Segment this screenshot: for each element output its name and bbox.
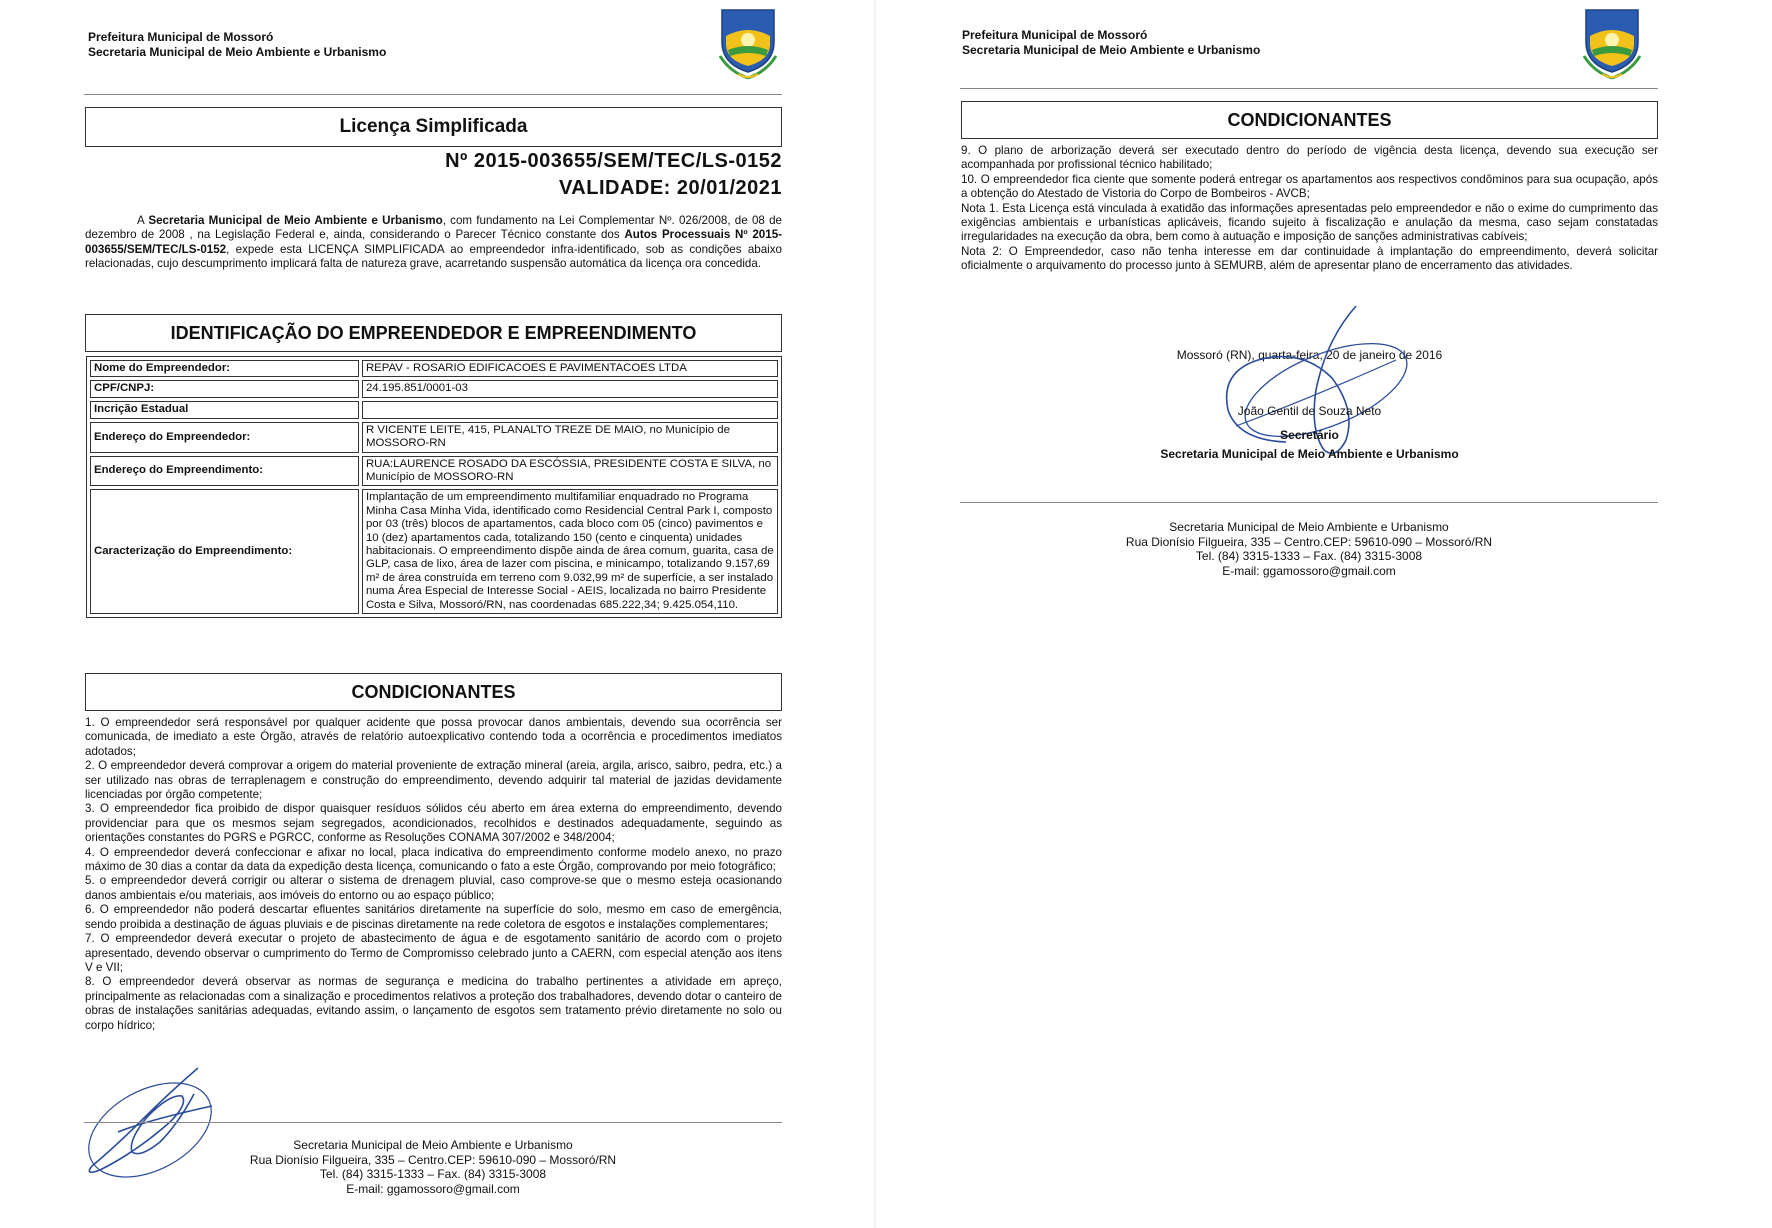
footer-phone: Tel. (84) 3315-1333 – Fax. (84) 3315-3008 — [1195, 549, 1423, 563]
footer-address: Rua Dionísio Filgueira, 335 – Centro.CEP: 59610-090 – Mossoró/RN — [249, 1152, 617, 1167]
footer-divider — [84, 1122, 782, 1123]
ident-value-project-address: RUA:LAURENCE ROSADO DA ESCÓSSIA, PRESIDENTE COSTA E SILVA, no Município de MOSSORO-RN — [362, 456, 778, 487]
license-page-1 — [0, 0, 874, 1228]
ident-label-characterization: Caracterização do Empreendimento: — [90, 489, 359, 614]
condition-item: 2. O empreendedor deverá comprovar a origem do material proveniente de extração mineral (areia, argila, arisco, saibro, pedra, etc.) a ser utilizado nas obras de terraplenagem e construção do empreendimento, devendo adquirir tal material de jazidas devidamente licenciadas por órgão competente; — [85, 759, 782, 802]
signatory-role: Secretário — [1280, 428, 1339, 442]
footer-address: Rua Dionísio Filgueira, 335 – Centro.CEP: 59610-090 – Mossoró/RN — [1125, 534, 1493, 549]
table-row — [90, 489, 778, 614]
footer-email: E-mail: ggamossoro@gmail.com — [346, 1181, 520, 1196]
intro-secretariat-name: Secretaria Municipal de Meio Ambiente e Urbanismo — [148, 214, 443, 227]
identification-table — [86, 356, 782, 618]
condition-item: 5. o empreendedor deverá corrigir ou alterar o sistema de drenagem pluvial, caso comprove-se que o mesmo esteja ocasionando danos ambientais e/ou materiais, aos imóveis do entorno ou ao espaço público; — [85, 874, 782, 902]
municipal-seal-icon — [716, 6, 780, 80]
condition-item: 6. O empreendedor não poderá descartar efluentes sanitários diretamente na superfície do solo, mesmo em caso de emergência, sendo proibida a destinação de águas pluviais e de piscinas diretamente na rede coletora de esgotos e instalações complementares; — [85, 903, 782, 931]
note-item: Nota 1. Esta Licença está vinculada à exatidão das informações apresentadas pelo empreendedor e não o exime do cumprimento das exigências ambientais e urbanísticas aplicáveis, ficando sujeito à fiscalização e anulação da mesma, caso sejam constatadas irregularidades na execução da obra, bem como à autuação e imposição de sanções administrativas cabíveis; — [961, 201, 1658, 244]
footer-phone: Tel. (84) 3315-1333 – Fax. (84) 3315-3008 — [319, 1167, 547, 1181]
footer-email: E-mail: ggamossoro@gmail.com — [1222, 563, 1396, 578]
license-validity: VALIDADE: 20/01/2021 — [558, 177, 782, 199]
header-city-hall: Prefeitura Municipal de Mossoró — [88, 30, 274, 44]
intro-paragraph: A Secretaria Municipal de Meio Ambiente e Urbanismo, com fundamento na Lei Complementar Nº. 026/2008, de 08 de dezembro de 2008 , na Legislação Federal e, ainda, considerando o Parecer Técnico constante dos Autos Processuais Nº 2015-003655/SEM/TEC/LS-0152, expede esta LICENÇA SIMPLIFICADA ao empreendedor infra-identificado, sob as condições abaixo relacionadas, cujo descumprimento implicará falta de natureza grave, acarretando suspensão automática da licença ora concedida. — [85, 214, 782, 271]
condition-item: 4. O empreendedor deverá confeccionar e afixar no local, placa indicativa do empreendimento conforme modelo anexo, no prazo máximo de 30 dias a contar da data da expedição desta licença, comunicando o fato a este Órgão, comprovando por meio fotográfico; — [85, 845, 782, 874]
condition-item: 7. O empreendedor deverá executar o projeto de abastecimento de água e de esgotamento sanitário de acordo com o projeto apresentado, devendo observar o cumprimento do Termo de Compromisso celebrado junto a CAERN, com especial atenção aos itens V e VII; — [85, 932, 782, 974]
ident-value-cnpj: 24.195.851/0001-03 — [362, 380, 778, 397]
note-item: Nota 2: O Empreendedor, caso não tenha interesse em dar continuidade à implantação do empreendimento, deverá solicitar oficialmente o arquivamento do processo junto à SEMURB, além de apresentar plano de encerramento das atividades. — [961, 244, 1658, 273]
table-row — [90, 456, 778, 487]
ident-label-project-address: Endereço do Empreendimento: — [90, 456, 359, 487]
license-type-title: Licença Simplificada — [85, 107, 782, 147]
handwritten-signature-icon — [1206, 300, 1416, 470]
header-city-hall: Prefeitura Municipal de Mossoró — [962, 28, 1148, 42]
ident-label-entrepreneur-address: Endereço do Empreendedor: — [90, 422, 359, 453]
page-header — [88, 30, 386, 60]
conditions-title: CONDICIONANTES — [85, 673, 782, 711]
page-footer — [84, 1138, 782, 1196]
license-page-2 — [876, 0, 1772, 1228]
ident-label-cnpj: CPF/CNPJ: — [90, 380, 359, 397]
municipal-seal-icon — [1580, 6, 1644, 80]
conditions-list — [961, 144, 1658, 274]
signatory-org: Secretaria Municipal de Meio Ambiente e Urbanismo — [1160, 447, 1459, 461]
conditions-list — [85, 716, 782, 1033]
condition-item: 1. O empreendedor será responsável por qualquer acidente que possa provocar danos ambientais, devendo sua ocorrência ser comunicada, de imediato a este Órgão, através de relatório autoexplicativo contendo toda a ocorrência e procedimentos imediatos adotados; — [85, 716, 782, 758]
ident-value-characterization: Implantação de um empreendimento multifamiliar enquadrado no Programa Minha Casa Minha Vida, identificado como Residencial Central Park I, composto por 03 (três) blocos de apartamentos, cada bloco com 05 (cinco) pavimentos e 10 (dez) apartamentos cada, totalizando 150 (cento e cinquenta) unidades habitacionais. O empreendimento dispõe ainda de área comum, guarita, casa de GLP, casa de lixo, área de lazer com piscina, e minicampo, totalizando 9.157,69 m² de área construída em terreno com 9.032,99 m² de superfície, a ser instalado numa Área Especial de Interesse Social - AEIS, localizada no bairro Presidente Costa e Silva, Mossoró/RN, nas coordenadas 685.222,34; 9.425.054,110. — [362, 489, 778, 614]
condition-item: 8. O empreendedor deverá observar as normas de segurança e medicina do trabalho pertinentes a atividade em apreço, principalmente as relacionadas com a sinalização e procedimentos relativos a proteção dos trabalhadores, devendo dotar o canteiro de obras de instalações sanitárias adequadas, evitando assim, o lançamento de esgotos sem tratamento prévio diretamente no solo ou corpo hídrico; — [85, 975, 782, 1032]
condition-item: 10. O empreendedor fica ciente que somente poderá entregar os apartamentos aos respectivos condôminos para sua ocupação, após a obtenção do Atestado de Vistoria do Corpo de Bombeiros - AVCB; — [961, 172, 1658, 201]
conditions-title: CONDICIONANTES — [961, 101, 1658, 139]
header-secretariat: Secretaria Municipal de Meio Ambiente e Urbanismo — [88, 45, 387, 59]
table-row — [90, 422, 778, 453]
page-footer — [960, 520, 1658, 578]
date-line: Mossoró (RN), quarta-feira, 20 de janeiro de 2016 — [1176, 348, 1443, 362]
license-number: Nº 2015-003655/SEM/TEC/LS-0152 — [445, 150, 782, 172]
condition-item: 9. O plano de arborização deverá ser executado dentro do período de vigência desta licença, devendo sua execução ser acompanhada por profissional técnico habilitado; — [961, 144, 1658, 172]
identification-title: IDENTIFICAÇÃO DO EMPREENDEDOR E EMPREENDIMENTO — [85, 314, 782, 352]
ident-value-name: REPAV - ROSARIO EDIFICACOES E PAVIMENTACOES LTDA — [362, 360, 778, 377]
table-row — [90, 360, 778, 377]
ident-label-state-registration: Incrição Estadual — [90, 401, 359, 419]
ident-value-entrepreneur-address: R VICENTE LEITE, 415, PLANALTO TREZE DE MAIO, no Município de MOSSORO-RN — [362, 422, 778, 453]
header-divider — [960, 88, 1658, 89]
ident-value-state-registration — [362, 401, 778, 419]
condition-item: 3. O empreendedor fica proibido de dispor quaisquer resíduos sólidos céu aberto em área externa do empreendimento, devendo providenciar para que os mesmos sejam segregados, acondicionados, recolhidos e destinados adequadamente, seguindo as orientações constantes do PGRS e PGRCC, conforme as Resoluções CONAMA 307/2002 e 348/2004; — [85, 802, 782, 845]
intro-process-number: Autos Processuais Nº 2015-003655/SEM/TEC/LS-0152 — [85, 228, 782, 256]
footer-org: Secretaria Municipal de Meio Ambiente e Urbanismo — [293, 1138, 573, 1152]
table-row — [90, 380, 778, 397]
signatory-name: João Gentil de Souza Neto — [1237, 404, 1382, 418]
footer-org: Secretaria Municipal de Meio Ambiente e Urbanismo — [1169, 520, 1449, 534]
header-divider — [84, 94, 782, 95]
ident-label-name: Nome do Empreendedor: — [90, 360, 359, 377]
footer-divider — [960, 502, 1658, 503]
table-row — [90, 401, 778, 419]
header-secretariat: Secretaria Municipal de Meio Ambiente e Urbanismo — [962, 43, 1261, 57]
page-header — [962, 28, 1260, 58]
